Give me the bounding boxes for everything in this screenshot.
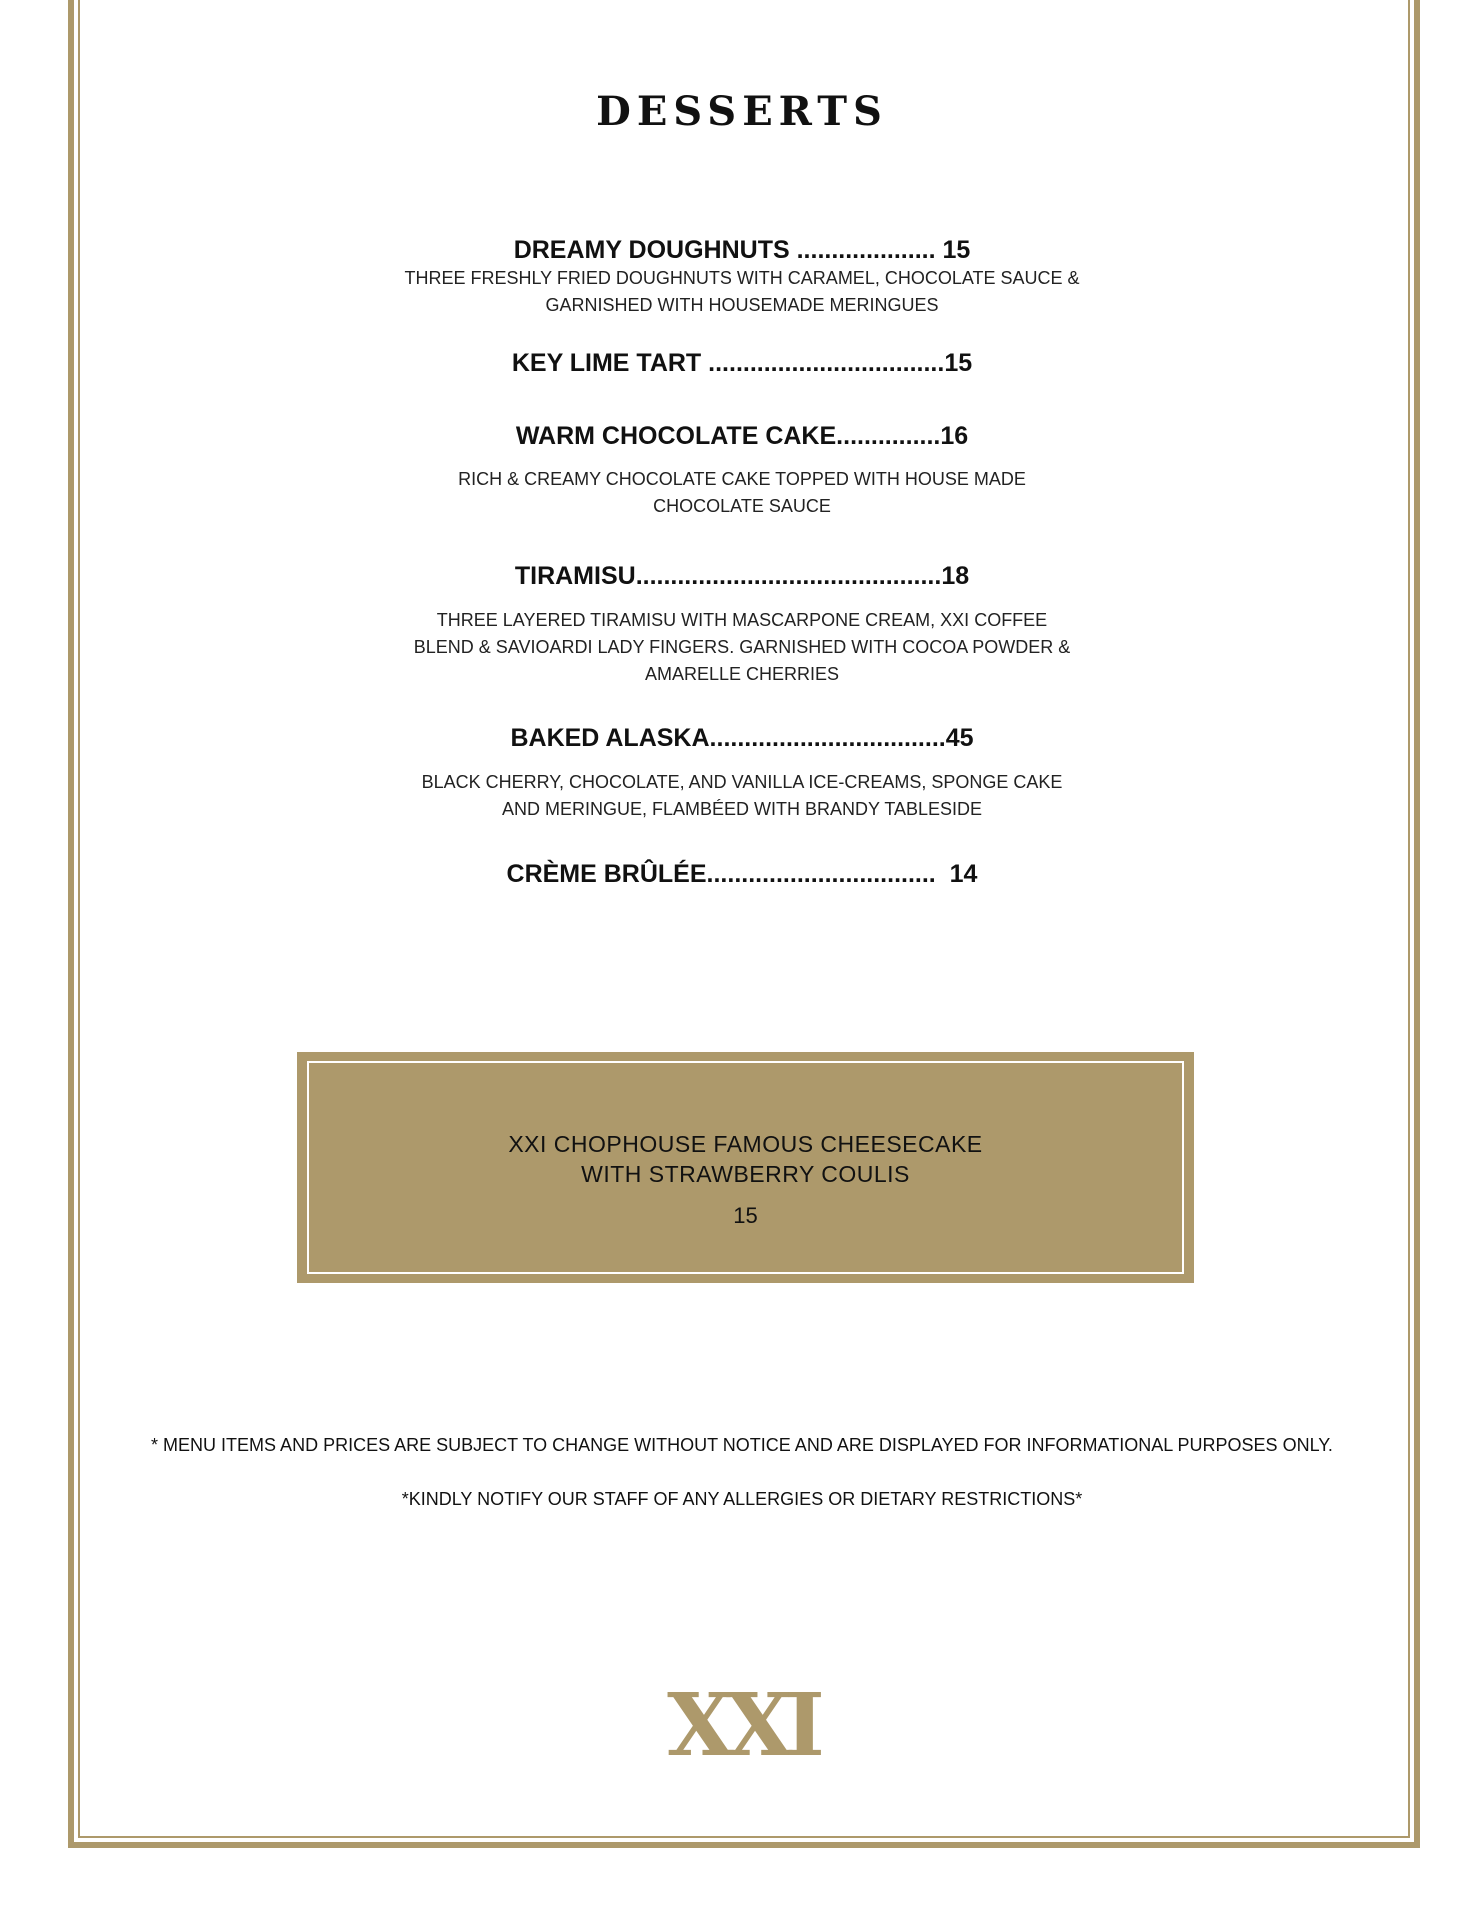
item-description [340,265,1144,319]
item-name: WARM CHOCOLATE CAKE [515,422,837,450]
menu-item-baked-alaska [0,724,1484,753]
description-line: BLACK CHERRY, CHOCOLATE, AND VANILLA ICE-CREAMS, SPONGE CAKE [421,772,1063,792]
item-description [340,607,1144,688]
description-line: AND MERINGUE, FLAMBÉED WITH BRANDY TABLESIDE [501,799,983,819]
item-description [340,466,1144,520]
item-leader-dots: .................................. [709,724,946,752]
page-title: DESSERTS [596,88,888,135]
description-line: THREE LAYERED TIRAMISU WITH MASCARPONE CREAM, XXI COFFEE [436,610,1048,630]
featured-dessert-price: 15 [733,1203,758,1228]
item-description [340,769,1144,823]
item-leader-dots: .................................. [708,349,945,377]
item-price: 14 [949,860,978,888]
item-leader-dots: ............................................ [635,562,942,590]
featured-title-line: XXI CHOPHOUSE FAMOUS CHEESECAKE [508,1131,983,1157]
description-line: GARNISHED WITH HOUSEMADE MERINGUES [545,295,939,315]
menu-item-warm-chocolate-cake [0,422,1484,451]
featured-dessert-box [297,1052,1194,1283]
item-name: KEY LIME TART [511,349,702,377]
item-leader-dots: ............... [836,422,941,450]
disclaimer-note: * MENU ITEMS AND PRICES ARE SUBJECT TO CHANGE WITHOUT NOTICE AND ARE DISPLAYED FOR INFORMATIONAL PURPOSES ONLY. [151,1435,1333,1455]
featured-title-line: WITH STRAWBERRY COULIS [581,1161,910,1187]
item-price: 16 [940,422,969,450]
description-line: BLEND & SAVIOARDI LADY FINGERS. GARNISHED WITH COCOA POWDER & [413,637,1071,657]
xxi-logo: XXI [667,1675,817,1776]
description-line: CHOCOLATE SAUCE [653,496,831,516]
item-price: 15 [944,349,973,377]
item-price: 18 [941,562,970,590]
item-name: BAKED ALASKA [510,724,710,752]
menu-item-key-lime-tart [0,349,1484,378]
allergy-note: *KINDLY NOTIFY OUR STAFF OF ANY ALLERGIES OR DIETARY RESTRICTIONS* [401,1489,1083,1509]
menu-item-dreamy-doughnuts [0,236,1484,265]
item-price: 15 [942,236,971,264]
featured-dessert-title [309,1129,1182,1189]
description-line: RICH & CREAMY CHOCOLATE CAKE TOPPED WITH HOUSE MADE [458,469,1026,489]
featured-dessert-inner-border [307,1061,1184,1274]
description-line: THREE FRESHLY FRIED DOUGHNUTS WITH CARAMEL, CHOCOLATE SAUCE & [404,268,1080,288]
item-leader-dots: .................... [796,236,936,264]
menu-item-creme-brulee [0,860,1484,889]
item-name: TIRAMISU [514,562,636,590]
menu-item-tiramisu [0,562,1484,591]
item-name: DREAMY DOUGHNUTS [513,236,790,264]
item-price: 45 [945,724,974,752]
item-leader-dots: ................................. [706,860,936,888]
description-line: AMARELLE CHERRIES [644,664,840,684]
item-name: CRÈME BRÛLÉE [506,860,707,888]
